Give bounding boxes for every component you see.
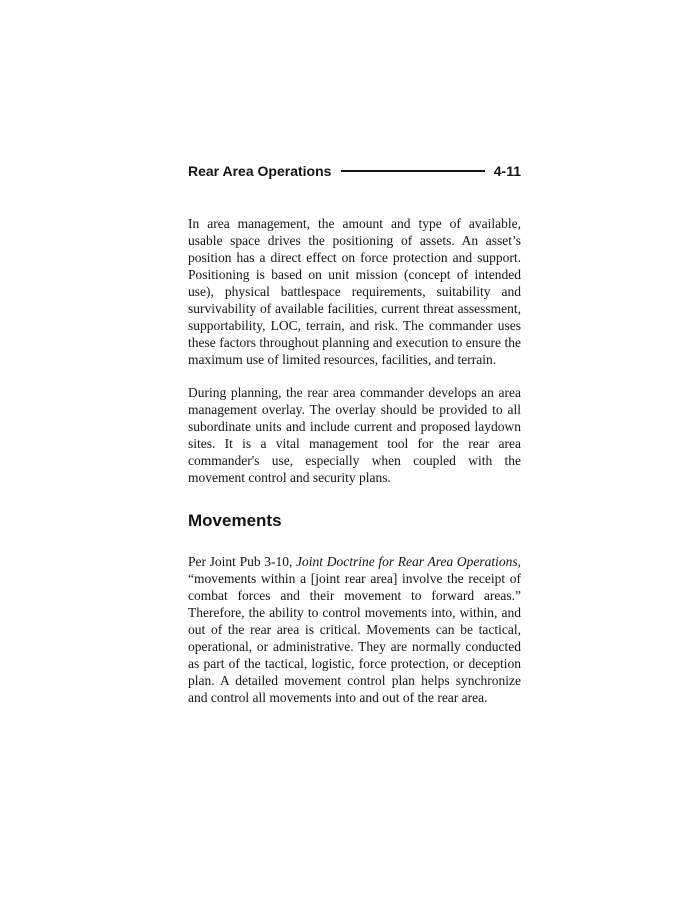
running-header [188, 163, 521, 179]
header-rule [341, 170, 484, 172]
movements-rest-text: , “movements within a [joint rear area] involve the receipt of combat forces and their movement to forward areas.” Therefore, the ability to control movements into, within, and out of the rear area is critical. Movements can be tactical, operational, or administrative. They are normally conducted as part of the tactical, logistic, force protection, or deception plan. A detailed movement control plan helps synchronize and control all movements into and out of the rear area. [188, 554, 521, 705]
paragraph-area-management: In area management, the amount and type of available, usable space drives the positioning of assets. An asset’s position has a direct effect on force protection and support. Positioning is based on unit mission (concept of intended use), physical battlespace requirements, suitability and survivability of available facilities, current threat assessment, supportability, LOC, terrain, and risk. The commander uses these factors throughout planning and execution to ensure the maximum use of limited resources, facilities, and terrain. [188, 216, 521, 367]
body-text [188, 215, 521, 706]
running-header-title: Rear Area Operations [188, 163, 332, 179]
page-number: 4-11 [493, 163, 521, 179]
movements-cited-title: Joint Doctrine for Rear Area Operations [296, 554, 518, 569]
paragraph-planning-overlay: During planning, the rear area commander develops an area management overlay. The overlay should be provided to all subordinate units and include current and proposed laydown sites. It is a vital management tool for the rear area commander's use, especially when coupled with the movement control and security plans. [188, 385, 521, 485]
section-heading-movements: Movements [188, 511, 282, 530]
paragraph-movements [188, 553, 521, 706]
page-content [188, 163, 521, 722]
movements-lead-text: Per Joint Pub 3-10, [188, 554, 297, 569]
